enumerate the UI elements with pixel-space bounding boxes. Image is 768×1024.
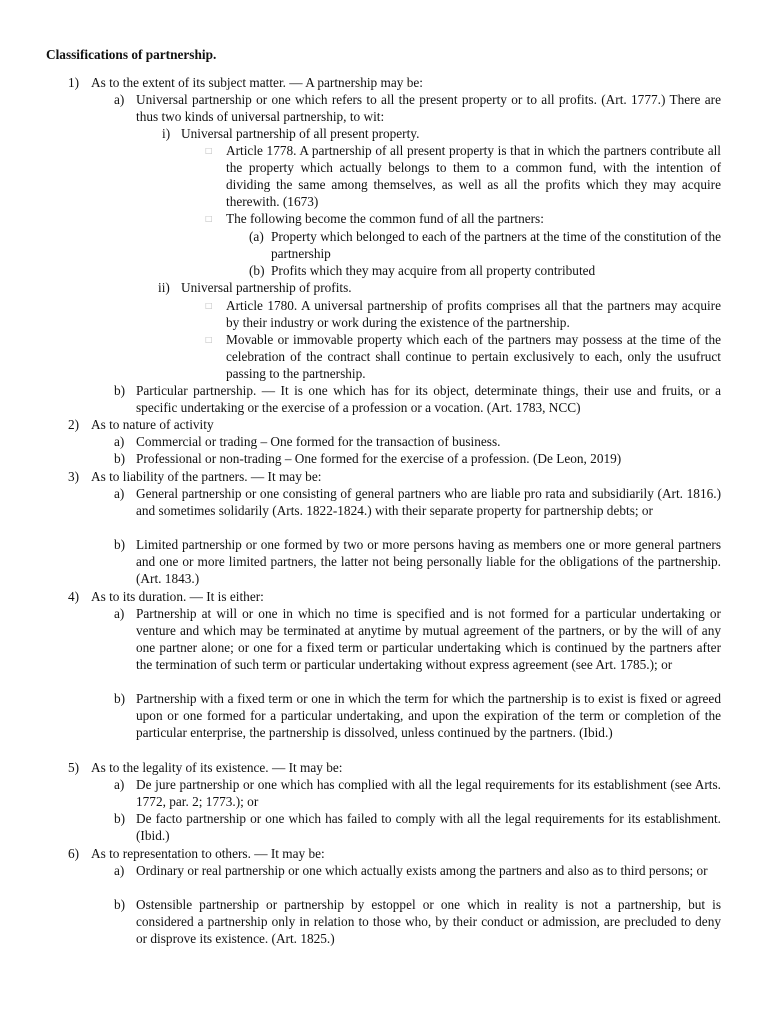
section-6b-marker: b)	[114, 897, 126, 912]
section-1-heading: As to the extent of its subject matter. — A partnership may be:	[91, 75, 423, 90]
section-4b-marker: b)	[114, 691, 126, 706]
section-5-heading: As to the legality of its existence. — It may be:	[91, 760, 343, 775]
section-3a-text: General partnership or one consisting of general partners who are liable pro rata and subsidiarily (Art. 1816.) and sometimes solidarily (Arts. 1822-1824.) with their separate property for partnership debts; or	[136, 486, 721, 518]
section-5a-marker: a)	[114, 777, 125, 792]
section-4b-text: Partnership with a fixed term or one in which the term for which the partnership is to exist is fixed or agreed upon or one formed for a particular undertaking, and upon the expiration of the term or completion of the particular enterprise, the partnership is dissolved, unless continued by the partners. (Ibid.)	[136, 691, 721, 740]
section-5-number: 5)	[68, 760, 80, 775]
bullet-icon: □	[205, 301, 214, 310]
section-2b-marker: b)	[114, 451, 126, 466]
section-2b-text: Professional or non-trading – One formed for the exercise of a profession. (De Leon, 2019)	[136, 451, 622, 466]
section-5b-text: De facto partnership or one which has failed to comply with all the legal requirements for its establishment. (Ibid.)	[136, 811, 721, 843]
section-1a-ii-text: Universal partnership of profits.	[181, 280, 352, 295]
section-1b-marker: b)	[114, 383, 126, 398]
section-4-heading: As to its duration. — It is either:	[91, 589, 264, 604]
section-3-number: 3)	[68, 469, 80, 484]
item-a-marker: (a)	[249, 229, 264, 244]
section-2-heading: As to nature of activity	[91, 417, 214, 432]
section-4a-marker: a)	[114, 606, 125, 621]
bullet-icon: □	[205, 214, 214, 223]
section-3-heading: As to liability of the partners. — It may be:	[91, 469, 322, 484]
section-6a-marker: a)	[114, 863, 125, 878]
bullet-icon: □	[205, 146, 214, 155]
section-1a-marker: a)	[114, 92, 125, 107]
section-3b-marker: b)	[114, 537, 126, 552]
section-2a-marker: a)	[114, 434, 125, 449]
section-2a-text: Commercial or trading – One formed for the transaction of business.	[136, 434, 501, 449]
section-4a-text: Partnership at will or one in which no time is specified and is not formed for a particular undertaking or venture and which may be terminated at anytime by mutual agreement of the partners, or by the will of any one partner alone; or one for a fixed term or particular undertaking which is continued by the partners after the termination of such term or particular undertaking without express agreement (see Art. 1785.); or	[136, 606, 721, 672]
article-1778-text: Article 1778. A partnership of all present property is that in which the partners contribute all the property which actually belongs to them to a common fund, with the intention of dividing the same among themselves, as well as all the profits which they may acquire therewith. (1673)	[226, 143, 721, 209]
document-title: Classifications of partnership.	[46, 47, 217, 62]
section-6a-text: Ordinary or real partnership or one which actually exists among the partners and also as to third persons; or	[136, 863, 708, 878]
item-b-text: Profits which they may acquire from all property contributed	[271, 263, 596, 278]
article-1780-text: Article 1780. A universal partnership of profits comprises all that the partners may acquire by their industry or work during the existence of the partnership.	[226, 298, 721, 330]
section-6-heading: As to representation to others. — It may be:	[91, 846, 325, 861]
movable-property-text: Movable or immovable property which each of the partners may possess at the time of the celebration of the contract shall continue to pertain exclusively to each, only the usufruct passing to the partnership.	[226, 332, 721, 381]
section-1a-text: Universal partnership or one which refers to all the present property or to all profits. (Art. 1777.) There are thus two kinds of universal partnership, to wit:	[136, 92, 721, 124]
section-3b-text: Limited partnership or one formed by two or more persons having as members one or more general partners and one or more limited partners, the latter not being personally liable for the obligations of the partnership. (Art. 1843.)	[136, 537, 721, 586]
section-6-number: 6)	[68, 846, 80, 861]
section-1-number: 1)	[68, 75, 80, 90]
bullet-icon: □	[205, 335, 214, 344]
section-3a-marker: a)	[114, 486, 125, 501]
section-5a-text: De jure partnership or one which has complied with all the legal requirements for its establishment (see Arts. 1772, par. 2; 1773.); or	[136, 777, 721, 809]
item-a-text: Property which belonged to each of the partners at the time of the constitution of the partnership	[271, 229, 721, 261]
section-1a-ii-marker: ii)	[158, 280, 170, 295]
common-fund-text: The following become the common fund of all the partners:	[226, 211, 544, 226]
section-1a-i-text: Universal partnership of all present property.	[181, 126, 420, 141]
section-5b-marker: b)	[114, 811, 126, 826]
section-1b-text: Particular partnership. — It is one which has for its object, determinate things, their use and fruits, or a specific undertaking or the exercise of a profession or a vocation. (Art. 1783, NCC)	[136, 383, 721, 415]
section-6b-text: Ostensible partnership or partnership by estoppel or one which in reality is not a partnership, but is considered a partnership only in relation to those who, by their conduct or admission, are precluded to deny or disprove its existence. (Art. 1825.)	[136, 897, 721, 946]
section-4-number: 4)	[68, 589, 80, 604]
section-2-number: 2)	[68, 417, 80, 432]
item-b-marker: (b)	[249, 263, 265, 278]
section-1a-i-marker: i)	[162, 126, 171, 141]
